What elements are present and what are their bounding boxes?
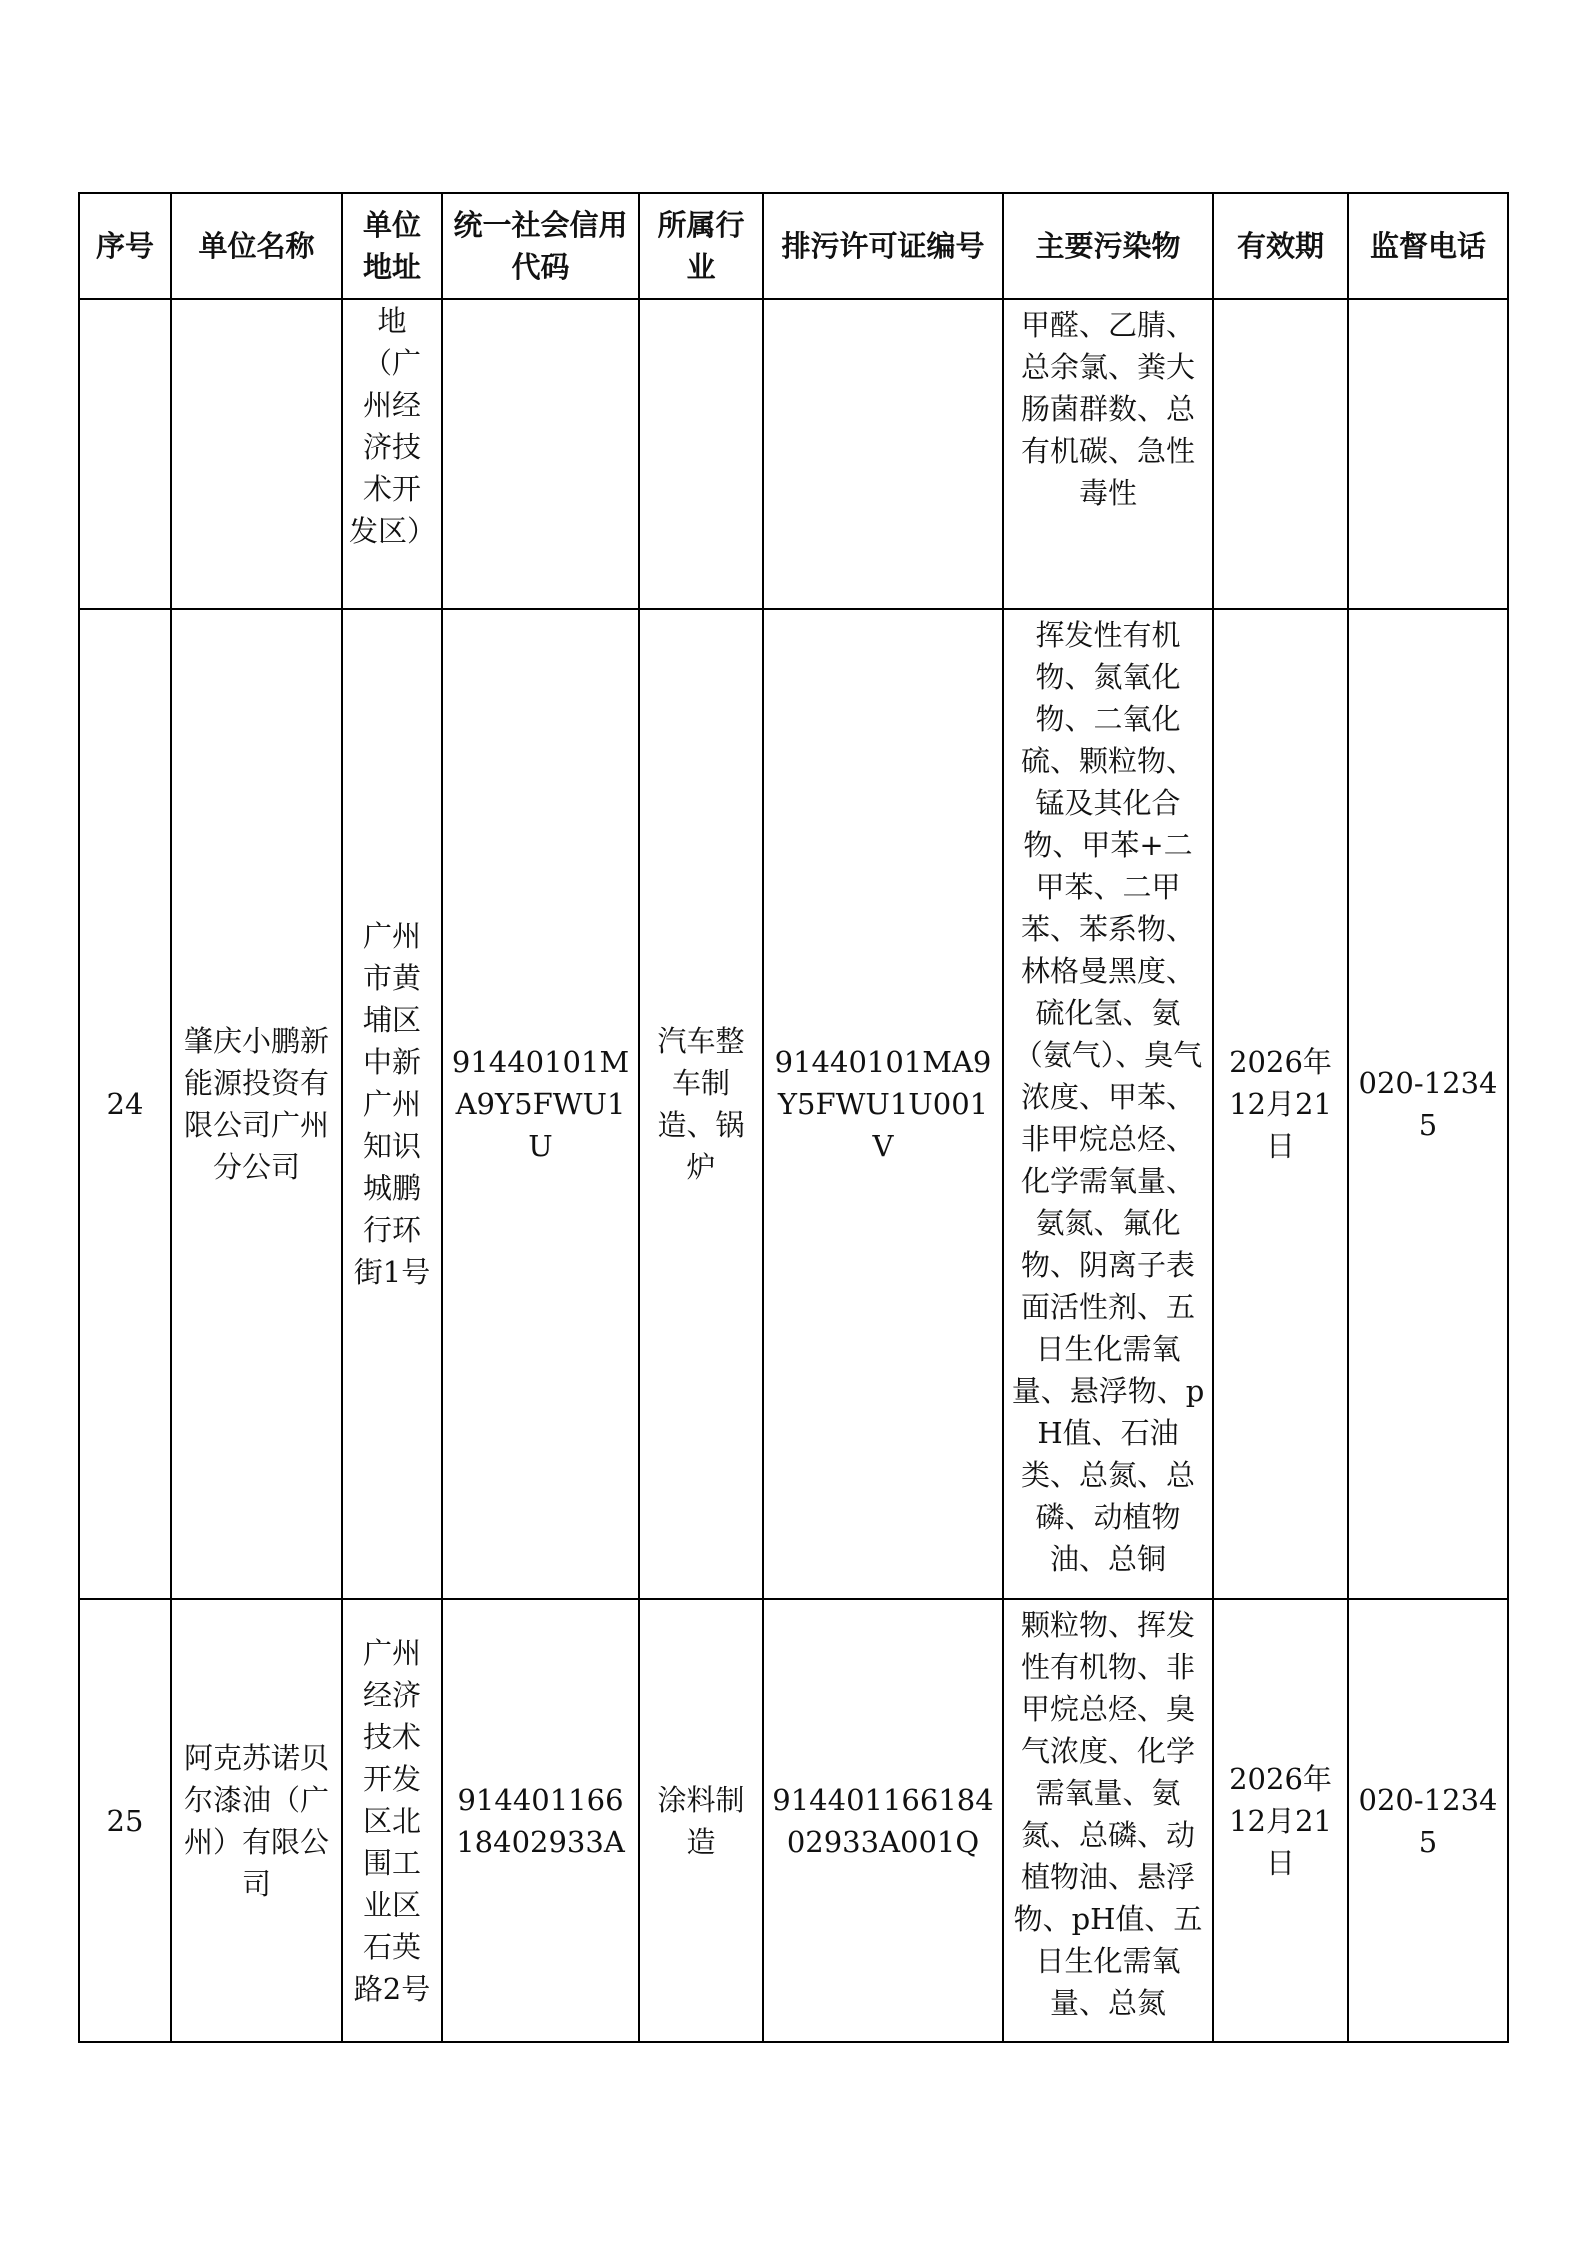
table-row	[79, 609, 1508, 1599]
header-phone: 监督电话	[1348, 193, 1508, 299]
cell-seq: 25	[79, 1599, 171, 2042]
cell-pollutants: 颗粒物、挥发性有机物、非甲烷总烃、臭气浓度、化学需氧量、氨氮、总磷、动植物油、悬浮物、pH值、五日生化需氧量、总氮	[1003, 1599, 1213, 2042]
permit-table	[78, 192, 1509, 2043]
cell-address: 广州经济技术开发区北围工业区石英路2号	[342, 1599, 442, 2042]
cell-permit-no: 91440101MA9Y5FWU1U001V	[763, 609, 1003, 1599]
header-address: 单位地址	[342, 193, 442, 299]
cell-credit-code: 91440101MA9Y5FWU1U	[442, 609, 639, 1599]
cell-phone: 020-12345	[1348, 1599, 1508, 2042]
cell-industry: 涂料制造	[639, 1599, 763, 2042]
cell-validity	[1213, 299, 1348, 609]
cell-credit-code: 91440116618402933A	[442, 1599, 639, 2042]
header-name: 单位名称	[171, 193, 342, 299]
header-validity: 有效期	[1213, 193, 1348, 299]
cell-address: 地（广州经济技术开发区）	[342, 299, 442, 609]
table-row	[79, 299, 1508, 609]
cell-address: 广州市黄埔区中新广州知识城鹏行环街1号	[342, 609, 442, 1599]
table-row	[79, 1599, 1508, 2042]
cell-permit-no	[763, 299, 1003, 609]
cell-pollutants: 甲醛、乙腈、总余氯、粪大肠菌群数、总有机碳、急性毒性	[1003, 299, 1213, 609]
cell-industry: 汽车整车制造、锅炉	[639, 609, 763, 1599]
cell-phone	[1348, 299, 1508, 609]
header-seq: 序号	[79, 193, 171, 299]
cell-industry	[639, 299, 763, 609]
cell-credit-code	[442, 299, 639, 609]
cell-seq	[79, 299, 171, 609]
cell-seq: 24	[79, 609, 171, 1599]
cell-phone: 020-12345	[1348, 609, 1508, 1599]
cell-validity: 2026年12月21日	[1213, 1599, 1348, 2042]
cell-name: 肇庆小鹏新能源投资有限公司广州分公司	[171, 609, 342, 1599]
header-pollutants: 主要污染物	[1003, 193, 1213, 299]
header-permit-no: 排污许可证编号	[763, 193, 1003, 299]
header-industry: 所属行业	[639, 193, 763, 299]
cell-name	[171, 299, 342, 609]
header-row	[79, 193, 1508, 299]
header-credit-code: 统一社会信用代码	[442, 193, 639, 299]
cell-pollutants: 挥发性有机物、氮氧化物、二氧化硫、颗粒物、锰及其化合物、甲苯+二甲苯、二甲苯、苯系物、林格曼黑度、硫化氢、氨（氨气）、臭气浓度、甲苯、非甲烷总烃、化学需氧量、氨氮、氟化物、阴离子表面活性剂、五日生化需氧量、悬浮物、pH值、石油类、总氮、总磷、动植物油、总铜	[1003, 609, 1213, 1599]
cell-permit-no: 91440116618402933A001Q	[763, 1599, 1003, 2042]
cell-name: 阿克苏诺贝尔漆油（广州）有限公司	[171, 1599, 342, 2042]
cell-validity: 2026年12月21日	[1213, 609, 1348, 1599]
